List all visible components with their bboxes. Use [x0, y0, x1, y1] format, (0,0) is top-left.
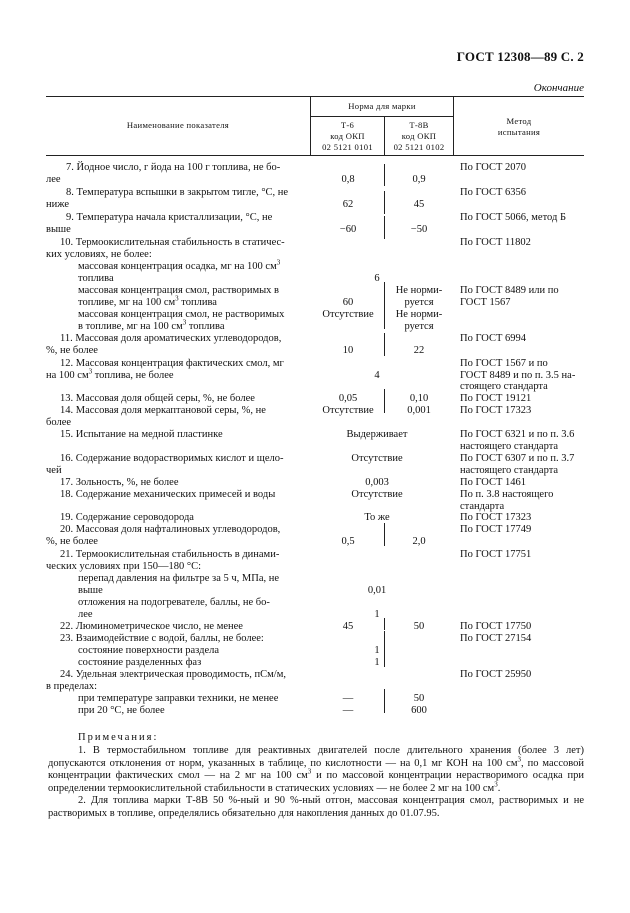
row-23a-name: состояние поверхности раздела [78, 645, 220, 656]
r9-t6: −60 [339, 224, 357, 235]
note-1-d: . [497, 782, 501, 794]
r18-both: Отсутствие [351, 489, 403, 500]
m-r11: По ГОСТ 6994 [460, 333, 527, 344]
row-21a-name: перепад давления на фильтре за 5 ч, МПа, не [78, 573, 280, 584]
row-14-name: 14. Массовая доля меркаптановой серы, %, не [60, 405, 266, 416]
th-method [454, 116, 584, 138]
r9-t8v: −50 [410, 224, 428, 235]
row-10b-name-2 [78, 294, 217, 310]
th-t6-num: 02 5121 0101 [322, 142, 373, 152]
r21a-both: 0,01 [367, 585, 387, 596]
row-12-tail: топлива, не более [92, 370, 174, 381]
sup: 3 [175, 294, 179, 303]
row-8-name-2: ниже [46, 199, 70, 210]
r10b-t8v: Не норми- [395, 285, 443, 296]
r11-t8v: 22 [413, 345, 425, 356]
r22-t6: 45 [342, 621, 354, 632]
note-1-c: и по массовой концентрации нерастворимого осадка при определении термоокислительной стабильности в статических условиях — не более 2 мг на 100 см [48, 770, 584, 794]
r8-t8v: 45 [413, 199, 425, 210]
r10c-t8v-2: руется [404, 321, 434, 332]
r24b-t6: — [342, 705, 354, 716]
m-r21: По ГОСТ 17751 [460, 549, 532, 560]
m-r10: По ГОСТ 11802 [460, 237, 531, 248]
row-10b-text: топливе, мг на 100 см [78, 297, 176, 308]
row-16-name-2: чей [46, 465, 62, 476]
m-r15-2: настоящего стандарта [460, 441, 559, 452]
note-1-b: , по массовой концентрации фактических смол — на 2 мг на 100 см [48, 757, 584, 782]
th-t8v-name: Т-8В [409, 120, 429, 130]
sup: 3 [88, 367, 93, 376]
notes-title: Примечания: [78, 732, 159, 743]
row-10c-name-2 [78, 318, 225, 334]
notes-block [48, 745, 584, 821]
row-10c-tail: топлива [186, 321, 225, 332]
row-10c-name: массовая концентрация смол, не растворимых [78, 309, 285, 320]
row-11-name: 11. Массовая доля ароматических углеводородов, [60, 333, 282, 344]
r24a-t8v: 50 [413, 693, 425, 704]
r10b-t6: 60 [342, 297, 354, 308]
note-1 [48, 745, 584, 795]
note-1-a: 1. В термостабильном топливе для реактивных двигателей после длительного хранения (более 3 лет) допускаются отклонения от норм, указанных в таблице, по кислотности — на 0,1 мг КОН на 100 см [48, 745, 584, 769]
norm-underline [310, 116, 453, 117]
th-t6-name: Т-6 [340, 120, 355, 130]
th-t8v-code: код ОКП [401, 131, 437, 141]
row-9-name: 9. Температура начала кристаллизации, °С, не [66, 212, 273, 223]
row-13-name: 13. Массовая доля общей серы, %, не более [60, 393, 255, 404]
r10c-t6: Отсутствие [322, 309, 374, 320]
table-ending-label: Окончание [533, 82, 584, 94]
m-r18: По п. 3.8 настоящего [460, 489, 554, 500]
r17-both: 0,003 [365, 477, 389, 488]
th-t8v-num: 02 5121 0102 [393, 142, 445, 152]
th-name: Наименование показателя [126, 120, 230, 130]
m-r16: По ГОСТ 6307 и по п. 3.7 [460, 453, 575, 464]
row-12-text: на 100 см [46, 370, 89, 381]
row-21b-name-2: лее [78, 609, 93, 620]
m-r7: По ГОСТ 2070 [460, 162, 527, 173]
th-t8v [385, 120, 453, 153]
row-23-name: 23. Взаимодействие с водой, баллы, не более: [60, 633, 264, 644]
m-r12: По ГОСТ 1567 и по [460, 358, 548, 369]
row-8-name: 8. Температура вспышки в закрытом тигле, °С, не [66, 187, 289, 198]
m-r22: По ГОСТ 17750 [460, 621, 532, 632]
r7-t8v: 0,9 [412, 174, 426, 185]
m-r12-3: стоящего стандарта [460, 381, 548, 392]
r20-t6: 0,5 [341, 536, 355, 547]
row-15-name: 15. Испытание на медной пластинке [60, 429, 223, 440]
row-24b-name: при 20 °С, не более [78, 705, 165, 716]
m-r20: По ГОСТ 17749 [460, 524, 532, 535]
sup: 3 [182, 318, 187, 327]
r13-t8v: 0,10 [409, 393, 429, 404]
table-top-rule [46, 96, 584, 97]
note-2: 2. Для топлива марки Т-8В 50 %-ный и 90 %-ный отгон, массовая концентрация смол, растворимых и не растворимых в топливе, определялись обязательно для накопления данных до 01.07.95. [48, 795, 584, 819]
r16-both: Отсутствие [351, 453, 403, 464]
row-7-name-2: лее [46, 174, 61, 185]
row-21-name: 21. Термоокислительная стабильность в динами- [60, 549, 280, 560]
m-r13: По ГОСТ 19121 [460, 393, 532, 404]
row-10b-name: массовая концентрация смол, растворимых в [78, 285, 279, 296]
r11-t6: 10 [342, 345, 354, 356]
sup: 3 [307, 767, 312, 776]
r10a-both: 6 [374, 273, 380, 284]
table-head-bottom-rule [46, 155, 584, 156]
r8-t6: 62 [342, 199, 354, 210]
row-24-name: 24. Удельная электрическая проводимость, пСм/м, [60, 669, 286, 680]
m-r24: По ГОСТ 25950 [460, 669, 532, 680]
row-24-name-2: в пределах: [46, 681, 98, 692]
row-24a-name: при температуре заправки техники, не менее [78, 693, 279, 704]
row-21a-name-2: выше [78, 585, 103, 596]
r19-both: То же [364, 512, 390, 523]
row-16-name: 16. Содержание водорастворимых кислот и щело- [60, 453, 284, 464]
m-r19: По ГОСТ 17323 [460, 512, 532, 523]
row-14-name-2: более [46, 417, 72, 428]
r10c-t8v: Не норми- [395, 309, 443, 320]
sup: 3 [494, 780, 498, 789]
m-r18-2: стандарта [460, 501, 505, 512]
m-r16-2: настоящего стандарта [460, 465, 559, 476]
row-19-name: 19. Содержание сероводорода [60, 512, 194, 523]
r23b-both: 1 [374, 657, 380, 668]
row-21b-name: отложения на подогревателе, баллы, не бо- [78, 597, 270, 608]
m-r23: По ГОСТ 27154 [460, 633, 532, 644]
m-r10b: По ГОСТ 8489 или по [460, 285, 559, 296]
m-r15: По ГОСТ 6321 и по п. 3.6 [460, 429, 575, 440]
th-method-2: испытания [497, 127, 541, 137]
row-10c-text: в топливе, мг на 100 см [78, 321, 183, 332]
row-10-name-2: ких условиях, не более: [46, 249, 152, 260]
sup: 3 [276, 258, 281, 267]
r24a-t6: — [342, 693, 354, 704]
m-r12-2: ГОСТ 8489 и по п. 3.5 на- [460, 370, 576, 381]
th-method-1: Метод [506, 116, 532, 126]
r15-both: Выдерживает [346, 429, 408, 440]
row-18-name: 18. Содержание механических примесей и воды [60, 489, 276, 500]
r13-t6: 0,05 [338, 393, 358, 404]
th-norm: Норма для марки [348, 101, 416, 111]
r7-t6: 0,8 [341, 174, 355, 185]
r12-both: 4 [374, 370, 380, 381]
r22-t8v: 50 [413, 621, 425, 632]
row-12-name-2 [46, 367, 174, 383]
row-9-name-2: выше [46, 224, 71, 235]
row-10-name: 10. Термоокислительная стабильность в статичес- [60, 237, 285, 248]
r14-t6: Отсутствие [322, 405, 374, 416]
r20-t8v: 2,0 [412, 536, 426, 547]
row-12-name: 12. Массовая концентрация фактических смол, мг [60, 358, 284, 369]
row-17-name: 17. Зольность, %, не более [60, 477, 179, 488]
row-23b-name: состояние разделенных фаз [78, 657, 202, 668]
m-r14: По ГОСТ 17323 [460, 405, 532, 416]
page-header-title: ГОСТ 12308—89 С. 2 [456, 49, 584, 64]
row-21-name-2: ческих условиях при 150—180 °С: [46, 561, 201, 572]
th-t6-code: код ОКП [330, 131, 365, 141]
row-10a-name [78, 258, 281, 274]
row-10a-name-2: топлива [78, 273, 114, 284]
m-r17: По ГОСТ 1461 [460, 477, 527, 488]
row-10b-tail: топлива [178, 297, 217, 308]
row-10a-text: массовая концентрация осадка, мг на 100 см [78, 261, 277, 272]
th-t6 [311, 120, 384, 153]
r21b-both: 1 [374, 609, 380, 620]
row-20-name: 20. Массовая доля нафталиновых углеводородов, [60, 524, 281, 535]
r10b-t8v-2: руется [404, 297, 434, 308]
row-22-name: 22. Люминометрическое число, не менее [60, 621, 243, 632]
sup: 3 [517, 755, 521, 764]
r14-t8v: 0,001 [407, 405, 431, 416]
row-7-name: 7. Йодное число, г йода на 100 г топлива, не бо- [66, 162, 281, 173]
r23a-both: 1 [374, 645, 380, 656]
m-r9: По ГОСТ 5066, метод Б [460, 212, 566, 223]
row-11-name-2: %, не более [46, 345, 98, 356]
row-20-name-2: %, не более [46, 536, 98, 547]
m-r8: По ГОСТ 6356 [460, 187, 527, 198]
m-r10b-2: ГОСТ 1567 [460, 297, 511, 308]
r24b-t8v: 600 [411, 705, 427, 716]
